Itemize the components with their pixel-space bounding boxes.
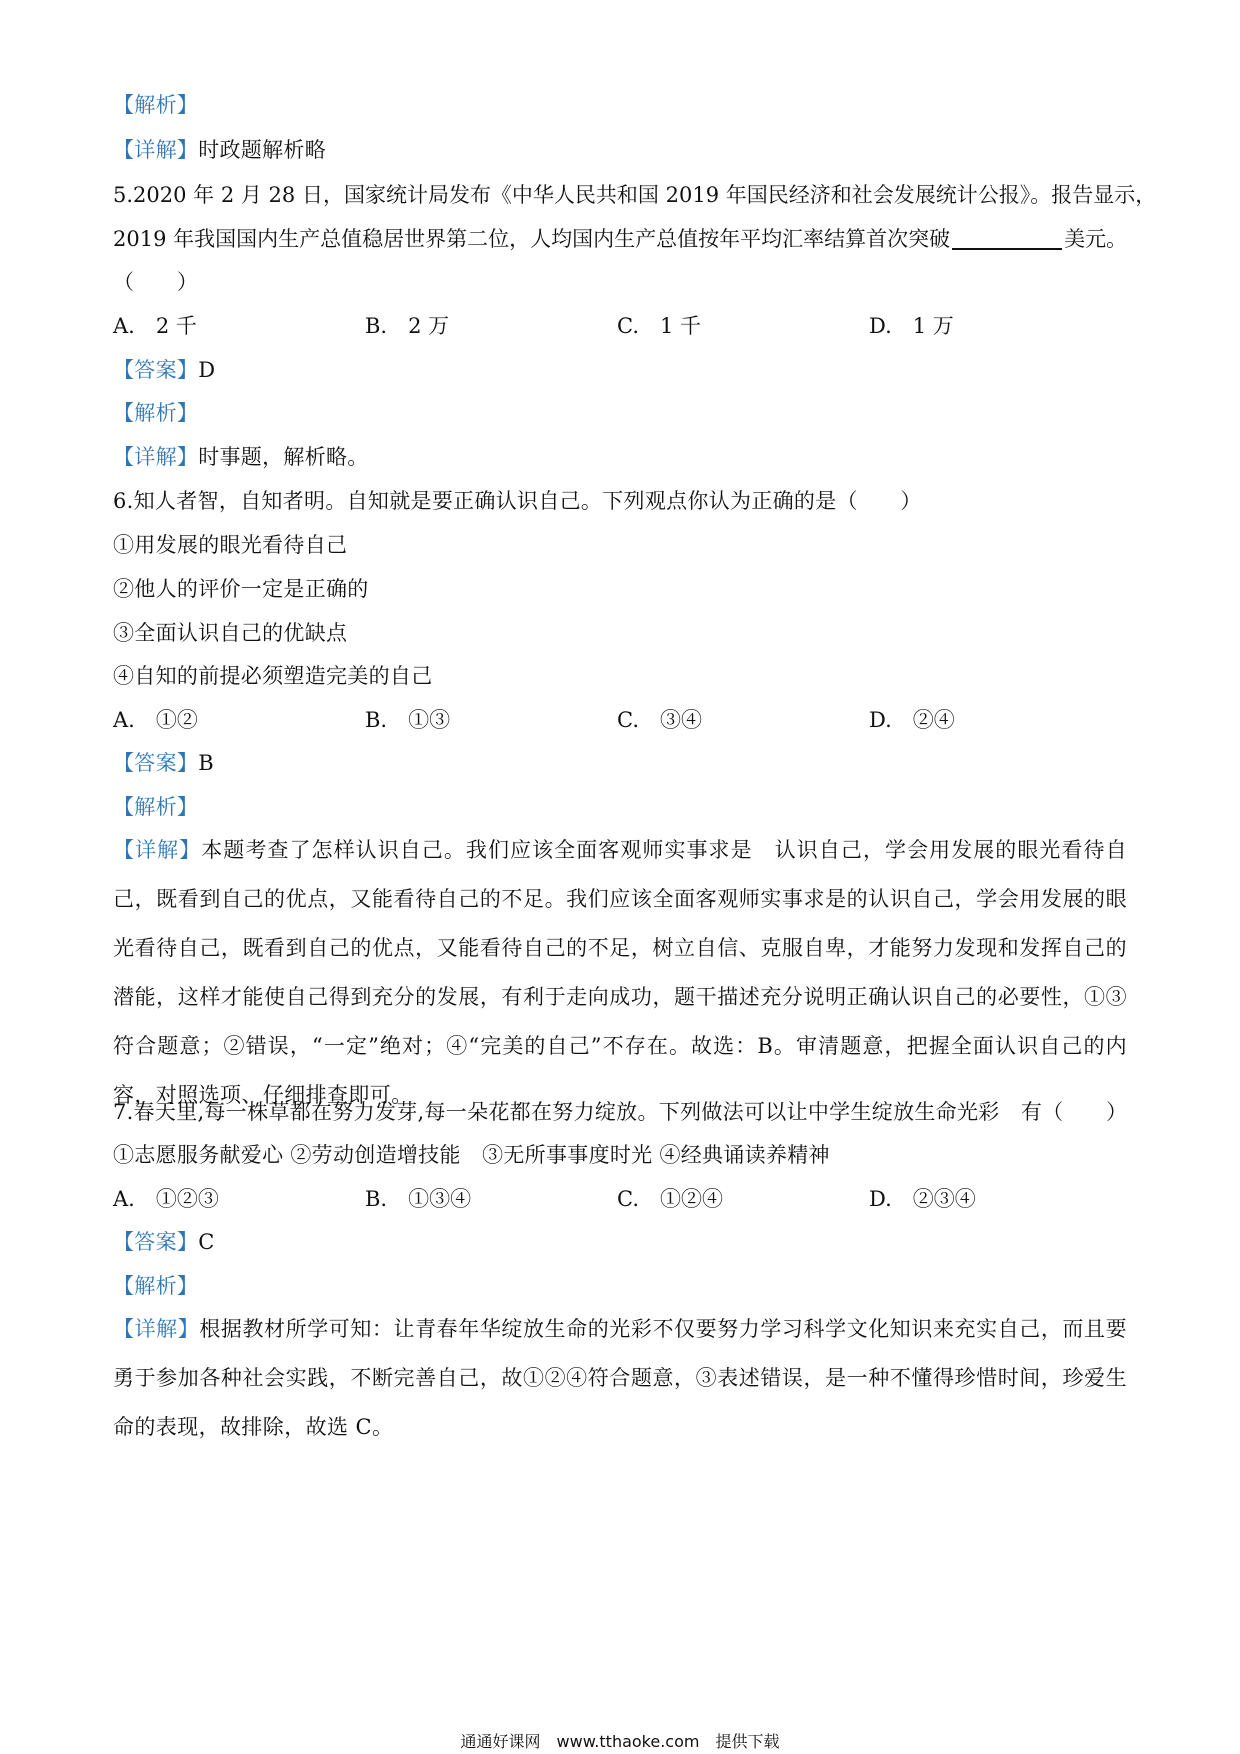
detail-text: 时政题解析略 xyxy=(198,138,327,162)
q5-stem-line2-b: 美元。 xyxy=(1064,227,1128,251)
q5-option-b: B. 2 万 xyxy=(365,314,450,338)
q5-paren: （ ） xyxy=(113,270,199,294)
detail-line xyxy=(113,135,326,165)
q5-option-a: A. 2 千 xyxy=(113,314,197,338)
q6-stem: 6.知人者智，自知者明。自知就是要正确认识自己。下列观点你认为正确的是（ ） xyxy=(113,489,922,513)
q5-stem-line2-a: 2019 年我国国内生产总值稳居世界第二位，人均国内生产总值按年平均汇率结算首次突破 xyxy=(113,227,951,251)
analysis-label: 【解析】 xyxy=(113,401,199,425)
q7-answer: C xyxy=(198,1230,215,1254)
q6-detail-paragraph xyxy=(113,826,1127,1120)
q6-detail-text: 本题考查了怎样认识自己。我们应该全面客观师实事求是 认识自己，学会用发展的眼光看待自己，既看到自己的优点，又能看待自己的不足。我们应该全面客观师实事求是的认识自己，学会用发展的眼光看待自己，既看到自己的优点，又能看待自己的不足，树立自信、克服自卑，才能努力发现和发挥自己的潜能，这样才能使自己得到充分的发展，有利于走向成功，题干描述充分说明正确认识自己的必要性，①③符合题意；②错误，“一定”绝对；④“完美的自己”不存在。故选：B。审清题意，把握全面认识自己的内容，对照选项、仔细排查即可。 xyxy=(113,838,1127,1107)
q6-option-c: C. ③④ xyxy=(617,708,702,732)
q7-option-d: D. ②③④ xyxy=(869,1187,976,1211)
q6-option-d: D. ②④ xyxy=(869,708,955,732)
q5-option-d: D. 1 万 xyxy=(869,314,954,338)
q6-item-1: ①用发展的眼光看待自己 xyxy=(113,533,348,557)
q7-detail-paragraph xyxy=(113,1305,1127,1452)
q5-answer: D xyxy=(198,358,216,382)
analysis-label: 【解析】 xyxy=(113,1274,199,1298)
q5-option-c: C. 1 千 xyxy=(617,314,702,338)
q7-option-a: A. ①②③ xyxy=(113,1187,219,1211)
q7-answer-line xyxy=(113,1227,215,1257)
q5-detail-line xyxy=(113,442,369,472)
q5-detail-text: 时事题，解析略。 xyxy=(198,445,369,469)
q5-stem-line1: 5.2020 年 2 月 28 日，国家统计局发布《中华人民共和国 2019 年国民经济和社会发展统计公报》。报告显示， xyxy=(113,183,1157,207)
detail-label: 【详解】 xyxy=(113,1317,200,1341)
detail-label: 【详解】 xyxy=(113,445,199,469)
page-footer: 通通好课网 www.tthaoke.com 提供下载 xyxy=(460,1732,780,1751)
q6-item-3: ③全面认识自己的优缺点 xyxy=(113,621,348,645)
q7-items: ①志愿服务献爱心 ②劳动创造增技能 ③无所事事度时光 ④经典诵读养精神 xyxy=(113,1143,830,1167)
q6-item-2: ②他人的评价一定是正确的 xyxy=(113,577,369,601)
q5-answer-line xyxy=(113,355,215,385)
fill-blank xyxy=(952,226,1062,250)
q5-stem-line2 xyxy=(113,224,1127,254)
q6-answer: B xyxy=(198,751,214,775)
detail-label: 【详解】 xyxy=(113,838,202,862)
answer-label: 【答案】 xyxy=(113,358,199,382)
q7-stem: 7.春天里,每一株草都在努力发芽,每一朵花都在努力绽放。下列做法可以让中学生绽放生命光彩 有（ ） xyxy=(113,1100,1128,1124)
q6-option-b: B. ①③ xyxy=(365,708,451,732)
answer-label: 【答案】 xyxy=(113,1230,199,1254)
q7-detail-text: 根据教材所学可知：让青春年华绽放生命的光彩不仅要努力学习科学文化知识来充实自己，而且要勇于参加各种社会实践，不断完善自己，故①②④符合题意，③表述错误，是一种不懂得珍惜时间，珍爱生命的表现，故排除，故选 C。 xyxy=(113,1317,1127,1439)
analysis-label: 【解析】 xyxy=(113,795,199,819)
detail-label: 【详解】 xyxy=(113,138,199,162)
answer-label: 【答案】 xyxy=(113,751,199,775)
q6-answer-line xyxy=(113,748,214,778)
q7-option-b: B. ①③④ xyxy=(365,1187,472,1211)
analysis-label: 【解析】 xyxy=(113,93,199,117)
q6-option-a: A. ①② xyxy=(113,708,198,732)
q6-item-4: ④自知的前提必须塑造完美的自己 xyxy=(113,664,433,688)
q7-option-c: C. ①②④ xyxy=(617,1187,723,1211)
